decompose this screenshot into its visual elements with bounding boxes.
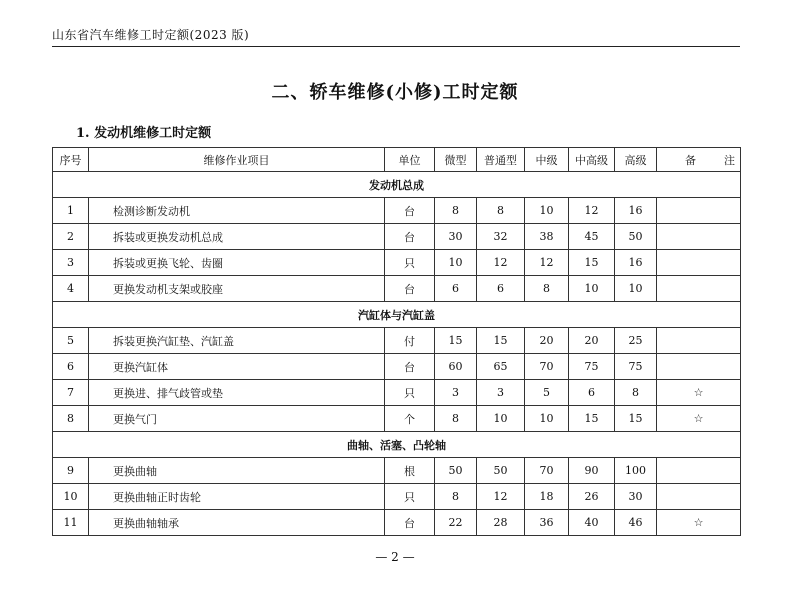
group-heading: 发动机总成 (53, 172, 741, 198)
header-rule (52, 46, 740, 47)
cell-high: 15 (615, 406, 657, 432)
cell-mid-high: 90 (569, 458, 615, 484)
group-heading: 汽缸体与汽缸盖 (53, 302, 741, 328)
cell-ordinary: 32 (477, 224, 525, 250)
cell-mid: 70 (525, 458, 569, 484)
cell-mid: 10 (525, 406, 569, 432)
col-header-mid: 中级 (525, 148, 569, 172)
table-body (53, 172, 741, 536)
table-header-row (53, 148, 741, 172)
cell-unit: 根 (385, 458, 435, 484)
cell-note (657, 484, 741, 510)
cell-unit: 台 (385, 276, 435, 302)
cell-note: ☆ (657, 406, 741, 432)
cell-mid: 5 (525, 380, 569, 406)
cell-ordinary: 50 (477, 458, 525, 484)
cell-note (657, 458, 741, 484)
cell-note (657, 354, 741, 380)
table-row (53, 484, 741, 510)
col-header-ordinary: 普通型 (477, 148, 525, 172)
table-row (53, 328, 741, 354)
cell-no: 2 (53, 224, 89, 250)
cell-no: 4 (53, 276, 89, 302)
page-number: — 2 — (375, 550, 415, 564)
cell-item: 更换曲轴轴承 (89, 510, 385, 536)
cell-no: 1 (53, 198, 89, 224)
cell-item: 拆装或更换发动机总成 (89, 224, 385, 250)
table-row (53, 198, 741, 224)
cell-ordinary: 28 (477, 510, 525, 536)
cell-no: 6 (53, 354, 89, 380)
cell-micro: 30 (435, 224, 477, 250)
cell-note (657, 250, 741, 276)
table-row (53, 406, 741, 432)
cell-micro: 6 (435, 276, 477, 302)
cell-mid: 20 (525, 328, 569, 354)
cell-unit: 只 (385, 484, 435, 510)
col-header-unit: 单位 (385, 148, 435, 172)
cell-unit: 个 (385, 406, 435, 432)
cell-mid-high: 75 (569, 354, 615, 380)
cell-item: 检测诊断发动机 (89, 198, 385, 224)
cell-no: 7 (53, 380, 89, 406)
col-header-item: 维修作业项目 (89, 148, 385, 172)
table-row (53, 276, 741, 302)
cell-mid-high: 15 (569, 250, 615, 276)
cell-high: 10 (615, 276, 657, 302)
cell-high: 25 (615, 328, 657, 354)
cell-high: 50 (615, 224, 657, 250)
cell-micro: 8 (435, 484, 477, 510)
cell-note (657, 328, 741, 354)
table-row (53, 458, 741, 484)
cell-no: 3 (53, 250, 89, 276)
cell-note (657, 198, 741, 224)
group-row (53, 302, 741, 328)
cell-unit: 台 (385, 354, 435, 380)
cell-unit: 台 (385, 224, 435, 250)
cell-mid-high: 26 (569, 484, 615, 510)
cell-high: 8 (615, 380, 657, 406)
cell-mid: 8 (525, 276, 569, 302)
cell-ordinary: 12 (477, 250, 525, 276)
cell-unit: 只 (385, 250, 435, 276)
group-row (53, 172, 741, 198)
table-row (53, 354, 741, 380)
cell-unit: 台 (385, 198, 435, 224)
cell-no: 9 (53, 458, 89, 484)
col-header-remark: 备注 (657, 148, 741, 172)
col-header-mid-high: 中高级 (569, 148, 615, 172)
col-header-micro: 微型 (435, 148, 477, 172)
cell-ordinary: 3 (477, 380, 525, 406)
cell-mid: 10 (525, 198, 569, 224)
subsection-title: 1. 发动机维修工时定额 (76, 126, 212, 141)
cell-unit: 台 (385, 510, 435, 536)
cell-micro: 10 (435, 250, 477, 276)
group-row (53, 432, 741, 458)
cell-high: 100 (615, 458, 657, 484)
cell-unit: 付 (385, 328, 435, 354)
cell-no: 11 (53, 510, 89, 536)
cell-mid-high: 6 (569, 380, 615, 406)
table-row (53, 380, 741, 406)
cell-note: ☆ (657, 380, 741, 406)
cell-item: 更换气门 (89, 406, 385, 432)
cell-item: 更换汽缸体 (89, 354, 385, 380)
table-row (53, 510, 741, 536)
cell-micro: 22 (435, 510, 477, 536)
cell-micro: 3 (435, 380, 477, 406)
table-row (53, 250, 741, 276)
col-header-no: 序号 (53, 148, 89, 172)
cell-note (657, 224, 741, 250)
cell-mid: 18 (525, 484, 569, 510)
group-heading: 曲轴、活塞、凸轮轴 (53, 432, 741, 458)
cell-no: 5 (53, 328, 89, 354)
cell-item: 更换曲轴正时齿轮 (89, 484, 385, 510)
labor-hour-table (52, 147, 763, 536)
table-row (53, 224, 741, 250)
cell-micro: 15 (435, 328, 477, 354)
cell-item: 更换曲轴 (89, 458, 385, 484)
cell-high: 30 (615, 484, 657, 510)
cell-no: 10 (53, 484, 89, 510)
cell-ordinary: 10 (477, 406, 525, 432)
cell-item: 拆装更换汽缸垫、汽缸盖 (89, 328, 385, 354)
cell-mid-high: 45 (569, 224, 615, 250)
cell-item: 更换进、排气歧管或垫 (89, 380, 385, 406)
cell-note (657, 276, 741, 302)
cell-micro: 60 (435, 354, 477, 380)
cell-high: 16 (615, 250, 657, 276)
running-header: 山东省汽车维修工时定额(2023 版) (52, 28, 250, 42)
cell-micro: 50 (435, 458, 477, 484)
cell-no: 8 (53, 406, 89, 432)
cell-item: 拆装或更换飞轮、齿圈 (89, 250, 385, 276)
cell-ordinary: 65 (477, 354, 525, 380)
cell-high: 46 (615, 510, 657, 536)
cell-item: 更换发动机支架或胶座 (89, 276, 385, 302)
cell-micro: 8 (435, 406, 477, 432)
cell-ordinary: 12 (477, 484, 525, 510)
cell-mid-high: 10 (569, 276, 615, 302)
cell-high: 75 (615, 354, 657, 380)
cell-note: ☆ (657, 510, 741, 536)
cell-mid: 12 (525, 250, 569, 276)
col-header-high: 高级 (615, 148, 657, 172)
section-title: 二、轿车维修(小修)工时定额 (271, 82, 519, 103)
cell-unit: 只 (385, 380, 435, 406)
cell-mid-high: 12 (569, 198, 615, 224)
cell-high: 16 (615, 198, 657, 224)
cell-mid: 36 (525, 510, 569, 536)
cell-ordinary: 6 (477, 276, 525, 302)
cell-ordinary: 8 (477, 198, 525, 224)
cell-mid-high: 40 (569, 510, 615, 536)
cell-mid-high: 20 (569, 328, 615, 354)
cell-ordinary: 15 (477, 328, 525, 354)
cell-mid-high: 15 (569, 406, 615, 432)
cell-micro: 8 (435, 198, 477, 224)
cell-mid: 70 (525, 354, 569, 380)
cell-mid: 38 (525, 224, 569, 250)
